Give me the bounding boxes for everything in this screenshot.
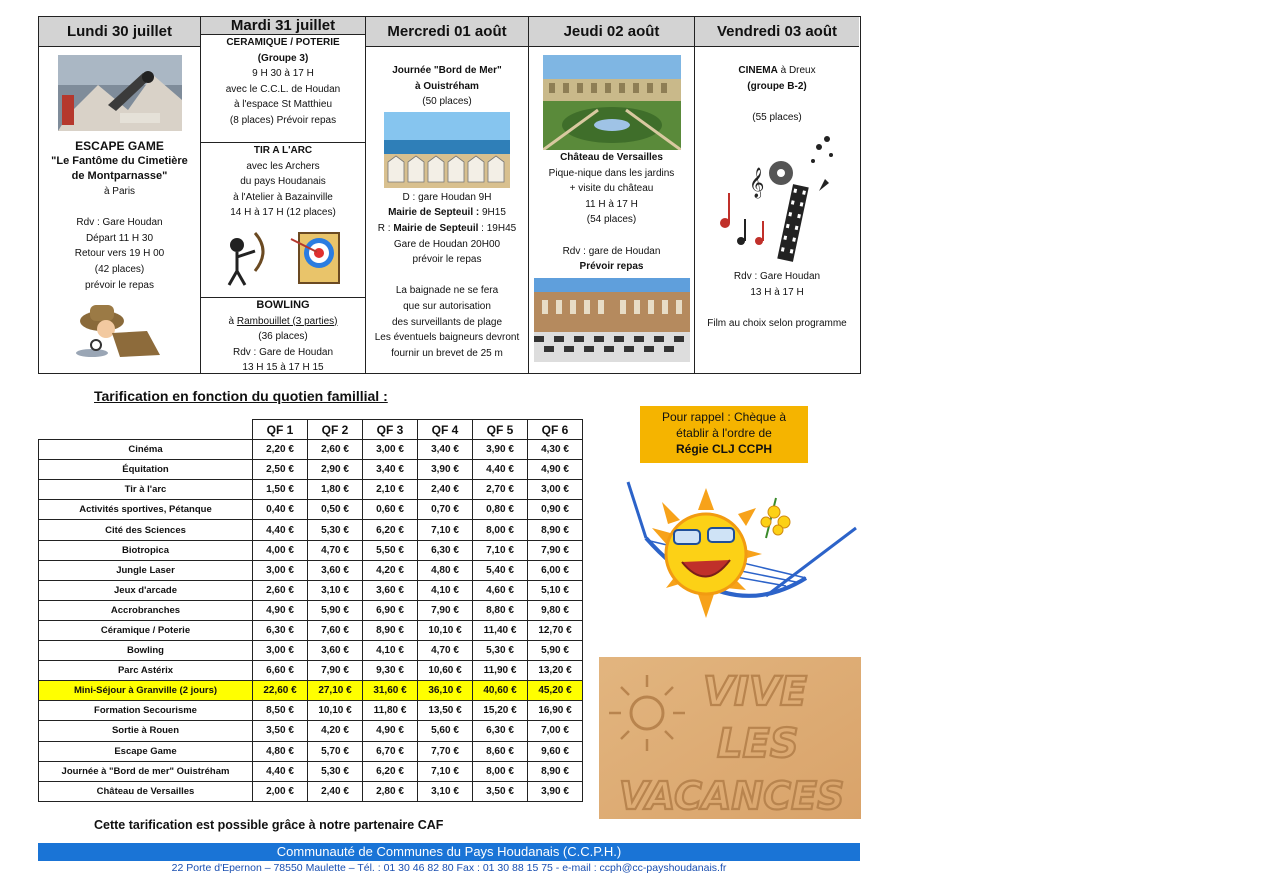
price-cell: 15,20 € — [473, 701, 528, 721]
detective-image — [72, 295, 168, 365]
spacer — [695, 94, 859, 110]
price-cell: 4,90 € — [363, 721, 418, 741]
sun-hammock-image — [606, 478, 861, 628]
info-line: Les éventuels baigneurs devront — [374, 332, 520, 344]
price-cell: 11,80 € — [363, 701, 418, 721]
price-cell: 4,00 € — [253, 540, 308, 560]
activity-label: Activités sportives, Pétanque — [39, 500, 253, 520]
info-line: Rdv : Gare de Houdan — [232, 346, 334, 358]
info-line: (36 places) — [258, 331, 308, 343]
price-cell: 3,00 € — [363, 440, 418, 460]
table-header-row — [39, 420, 583, 440]
day-body — [529, 47, 694, 373]
activity-label: Jeux d'arcade — [39, 580, 253, 600]
reminder-line: Pour rappel : Chèque à — [661, 410, 787, 424]
day-column-tuesday — [201, 17, 366, 373]
svg-text:𝄞: 𝄞 — [749, 168, 765, 199]
price-cell: 4,70 € — [308, 540, 363, 560]
activity-label: Cinéma — [39, 440, 253, 460]
table-row — [39, 781, 583, 801]
event-title: Château de Versailles — [560, 152, 663, 163]
activity-label: Parc Astérix — [39, 661, 253, 681]
note-line: Prévoir repas — [579, 261, 644, 273]
day-body — [695, 47, 859, 373]
info-line: Gare de Houdan 20H00 — [393, 238, 501, 250]
info-line: à l'Atelier à Bazainville — [233, 191, 333, 203]
price-cell: 3,00 € — [253, 560, 308, 580]
price-cell: 8,50 € — [253, 701, 308, 721]
price-cell: 4,90 € — [253, 600, 308, 620]
price-cell: 9,60 € — [528, 741, 583, 761]
price-cell: 7,90 € — [528, 540, 583, 560]
price-cell: 9,80 € — [528, 600, 583, 620]
info-line: prévoir le repas — [412, 254, 482, 266]
price-cell: 10,60 € — [418, 661, 473, 681]
day-body — [201, 35, 365, 376]
price-cell: 0,90 € — [528, 500, 583, 520]
price-cell: 2,40 € — [308, 781, 363, 801]
activity-label: Cité des Sciences — [39, 520, 253, 540]
places-line: (55 places) — [752, 111, 802, 123]
info-line: du pays Houdanais — [240, 176, 326, 188]
price-cell: 7,90 € — [308, 661, 363, 681]
info-line: Départ 11 H 30 — [85, 232, 154, 244]
day-column-friday — [695, 17, 859, 373]
table-row — [39, 480, 583, 500]
info-line: fournir un brevet de 25 m — [391, 347, 503, 359]
table-row — [39, 620, 583, 640]
price-cell: 3,00 € — [528, 480, 583, 500]
info-line: + visite du château — [569, 183, 654, 195]
activity-label: Journée à "Bord de mer" Ouistréham — [39, 761, 253, 781]
day-body — [366, 47, 528, 373]
info-line: (Groupe 3) — [257, 52, 309, 64]
price-cell: 27,10 € — [308, 681, 363, 701]
activity-label: Mini-Séjour à Granville (2 jours) — [39, 681, 253, 701]
info-line: Rdv : Gare Houdan — [76, 217, 163, 229]
column-header: QF 5 — [473, 420, 528, 440]
price-cell: 5,70 € — [308, 741, 363, 761]
footer-address: 22 Porte d'Epernon – 78550 Maulette – Tél. : 01 30 46 82 80 Fax : 01 30 88 15 75 - e-mail : ccph@cc-payshoudanais.fr — [171, 862, 727, 874]
price-cell: 4,20 € — [308, 721, 363, 741]
day-header: Mardi 31 juillet — [201, 17, 365, 35]
activity-label: Céramique / Poterie — [39, 620, 253, 640]
column-header: QF 2 — [308, 420, 363, 440]
price-cell: 4,30 € — [528, 440, 583, 460]
price-cell: 10,10 € — [308, 701, 363, 721]
return-prefix: R : — [377, 222, 394, 234]
activity-label: Formation Secourisme — [39, 701, 253, 721]
info-line: Film au choix selon programme — [707, 318, 847, 330]
price-cell: 4,70 € — [418, 641, 473, 661]
price-cell: 5,10 € — [528, 580, 583, 600]
price-cell: 3,40 € — [418, 440, 473, 460]
price-cell: 13,20 € — [528, 661, 583, 681]
info-line: que sur autorisation — [403, 300, 491, 312]
escape-game-image — [58, 55, 182, 131]
price-cell: 2,80 € — [363, 781, 418, 801]
archery-image — [221, 227, 345, 289]
table-row — [39, 701, 583, 721]
price-cell: 6,30 € — [253, 620, 308, 640]
price-cell: 3,90 € — [473, 440, 528, 460]
mairie-label: Mairie de Septeuil — [393, 222, 479, 234]
price-cell: 0,60 € — [363, 500, 418, 520]
table-row — [39, 761, 583, 781]
column-header: QF 3 — [363, 420, 418, 440]
day-header: Mercredi 01 août — [366, 17, 528, 47]
event-title: à Ouistréham — [415, 80, 479, 92]
sand-word-vacances: VACANCES — [619, 774, 845, 818]
table-row — [39, 741, 583, 761]
price-cell: 8,90 € — [528, 761, 583, 781]
block-title: CERAMIQUE / POTERIE — [226, 37, 340, 48]
price-cell: 13,50 € — [418, 701, 473, 721]
footer-organization: Communauté de Communes du Pays Houdanais (C.C.P.H.) — [38, 843, 860, 861]
day-header: Vendredi 03 août — [695, 17, 859, 47]
info-line: avec les Archers — [246, 160, 320, 172]
price-cell: 4,60 € — [473, 580, 528, 600]
info-line — [39, 200, 200, 216]
price-cell: 2,20 € — [253, 440, 308, 460]
day-header: Lundi 30 juillet — [39, 17, 200, 47]
price-cell: 7,90 € — [418, 600, 473, 620]
table-row — [39, 560, 583, 580]
sand-word-vive: VIVE — [703, 669, 808, 715]
price-cell: 5,90 € — [308, 600, 363, 620]
price-cell: 45,20 € — [528, 681, 583, 701]
ceramics-block — [201, 35, 365, 143]
price-cell: 8,80 € — [473, 600, 528, 620]
price-cell: 2,10 € — [363, 480, 418, 500]
info-line: 9 H 30 à 17 H — [252, 68, 314, 80]
info-line: (42 places) — [94, 263, 145, 275]
price-cell: 4,40 € — [253, 761, 308, 781]
info-line: 13 H 15 à 17 H 15 — [242, 362, 324, 374]
price-cell: 5,60 € — [418, 721, 473, 741]
price-cell: 36,10 € — [418, 681, 473, 701]
price-cell: 0,50 € — [308, 500, 363, 520]
weekly-schedule — [38, 16, 861, 374]
price-cell: 11,90 € — [473, 661, 528, 681]
info-line: 11 H à 17 H — [585, 198, 638, 210]
activity-label: Biotropica — [39, 540, 253, 560]
price-cell: 16,90 € — [528, 701, 583, 721]
activity-label: Équitation — [39, 460, 253, 480]
price-cell: 2,40 € — [418, 480, 473, 500]
price-cell: 0,70 € — [418, 500, 473, 520]
table-row — [39, 600, 583, 620]
info-line — [695, 301, 859, 317]
day-body — [39, 47, 200, 373]
price-cell: 6,30 € — [473, 721, 528, 741]
price-cell: 3,10 € — [308, 580, 363, 600]
info-line — [366, 221, 528, 237]
beach-huts-image — [384, 112, 510, 188]
cinema-label: CINEMA — [738, 65, 778, 76]
price-cell: 2,60 € — [308, 440, 363, 460]
column-header: QF 6 — [528, 420, 583, 440]
versailles-courtyard-image — [534, 278, 690, 362]
price-cell: 4,10 € — [363, 641, 418, 661]
sand-word-les: LES — [717, 721, 799, 767]
activity-label: Tir à l'arc — [39, 480, 253, 500]
reminder-line: établir à l'ordre de — [676, 426, 772, 440]
price-cell: 8,60 € — [473, 741, 528, 761]
rambouillet-text: Rambouillet (3 parties) — [236, 315, 338, 327]
info-line: Rdv : gare de Houdan — [562, 245, 661, 257]
price-cell: 6,20 € — [363, 761, 418, 781]
price-cell: 0,80 € — [473, 500, 528, 520]
activity-label: Escape Game — [39, 741, 253, 761]
group-line: (groupe B-2) — [747, 80, 807, 92]
price-cell: 31,60 € — [363, 681, 418, 701]
info-line — [695, 63, 859, 79]
price-cell: 6,90 € — [363, 600, 418, 620]
info-line — [366, 268, 528, 284]
price-cell: 3,40 € — [363, 460, 418, 480]
tarif-title: Tarification en fonction du quotien famillial : — [94, 388, 388, 404]
price-cell: 3,50 € — [473, 781, 528, 801]
price-cell: 8,00 € — [473, 520, 528, 540]
info-line: 13 H à 17 H — [750, 286, 804, 298]
price-cell: 2,50 € — [253, 460, 308, 480]
info-line: (8 places) Prévoir repas — [229, 114, 337, 126]
info-line: 14 H à 17 H (12 places) — [230, 207, 336, 219]
day-column-wednesday — [366, 17, 529, 373]
activity-label: Sortie à Rouen — [39, 721, 253, 741]
versailles-gardens-image — [543, 55, 681, 150]
activity-label: Accrobranches — [39, 600, 253, 620]
price-cell: 6,70 € — [363, 741, 418, 761]
price-cell: 10,10 € — [418, 620, 473, 640]
event-subtitle: "Le Fantôme du Cimetière — [51, 155, 188, 167]
pricing-table-body — [39, 440, 583, 802]
payment-reminder — [640, 406, 808, 463]
activity-label: Château de Versailles — [39, 781, 253, 801]
info-line — [201, 314, 365, 330]
price-cell: 0,40 € — [253, 500, 308, 520]
price-cell: 7,10 € — [473, 540, 528, 560]
price-cell: 3,50 € — [253, 721, 308, 741]
price-cell: 7,10 € — [418, 761, 473, 781]
price-cell: 3,90 € — [528, 781, 583, 801]
price-cell: 4,80 € — [418, 560, 473, 580]
price-cell: 5,30 € — [308, 520, 363, 540]
table-row — [39, 500, 583, 520]
price-cell: 3,60 € — [308, 641, 363, 661]
table-row — [39, 661, 583, 681]
activity-label: Bowling — [39, 641, 253, 661]
event-title: ESCAPE GAME — [75, 139, 164, 153]
price-cell: 5,30 € — [473, 641, 528, 661]
mairie-time: 9H15 — [479, 207, 506, 219]
price-cell: 4,10 € — [418, 580, 473, 600]
event-subtitle: de Montparnasse" — [71, 170, 168, 182]
price-cell: 3,10 € — [418, 781, 473, 801]
event-title: Journée "Bord de Mer" — [392, 65, 502, 76]
price-cell: 2,90 € — [308, 460, 363, 480]
price-cell: 2,70 € — [473, 480, 528, 500]
table-row — [39, 520, 583, 540]
info-line: La baignade ne se fera — [395, 285, 499, 297]
info-line: prévoir le repas — [85, 279, 154, 291]
column-header: QF 1 — [253, 420, 308, 440]
price-cell: 8,90 € — [528, 520, 583, 540]
price-cell: 5,90 € — [528, 641, 583, 661]
prefix-text: à — [228, 315, 237, 327]
archery-block — [201, 143, 365, 298]
mairie-label: Mairie de Septeuil : — [388, 207, 480, 219]
price-cell: 4,80 € — [253, 741, 308, 761]
block-title: TIR A L'ARC — [253, 145, 313, 156]
cinema-place: à Dreux — [777, 65, 816, 76]
table-row — [39, 641, 583, 661]
info-line: (54 places) — [586, 214, 637, 226]
price-cell: 3,60 € — [308, 560, 363, 580]
table-row — [39, 440, 583, 460]
price-cell: 5,50 € — [363, 540, 418, 560]
price-cell: 5,40 € — [473, 560, 528, 580]
price-cell: 6,60 € — [253, 661, 308, 681]
info-line — [529, 228, 694, 244]
price-cell: 7,10 € — [418, 520, 473, 540]
info-line: à l'espace St Matthieu — [233, 99, 333, 111]
price-cell: 11,40 € — [473, 620, 528, 640]
price-cell: 1,50 € — [253, 480, 308, 500]
table-row — [39, 540, 583, 560]
table-row — [39, 580, 583, 600]
info-line: Rdv : Gare Houdan — [733, 271, 821, 283]
price-cell: 12,70 € — [528, 620, 583, 640]
price-cell: 7,00 € — [528, 721, 583, 741]
price-cell: 4,40 € — [473, 460, 528, 480]
price-cell: 7,70 € — [418, 741, 473, 761]
price-cell: 4,40 € — [253, 520, 308, 540]
table-row — [39, 460, 583, 480]
day-column-thursday — [529, 17, 695, 373]
info-line: Retour vers 19 H 00 — [74, 248, 165, 260]
day-column-monday — [39, 17, 201, 373]
info-line: avec le C.C.L. de Houdan — [225, 83, 341, 95]
info-line: D : gare Houdan 9H — [402, 191, 492, 203]
table-row — [39, 721, 583, 741]
price-cell: 2,00 € — [253, 781, 308, 801]
price-cell: 7,60 € — [308, 620, 363, 640]
caf-note: Cette tarification est possible grâce à notre partenaire CAF — [94, 818, 444, 832]
price-cell: 8,00 € — [473, 761, 528, 781]
mairie-time: : 19H45 — [478, 222, 517, 234]
price-cell: 3,90 € — [418, 460, 473, 480]
info-line: à Paris — [103, 186, 136, 197]
block-title: BOWLING — [256, 299, 310, 311]
bowling-block — [201, 298, 365, 376]
column-header: QF 4 — [418, 420, 473, 440]
pricing-table — [38, 419, 583, 802]
activity-label: Jungle Laser — [39, 560, 253, 580]
price-cell: 6,20 € — [363, 520, 418, 540]
header-corner — [39, 420, 253, 440]
price-cell: 6,00 € — [528, 560, 583, 580]
film-music-image — [715, 131, 839, 263]
price-cell: 1,80 € — [308, 480, 363, 500]
price-cell: 3,60 € — [363, 580, 418, 600]
price-cell: 9,30 € — [363, 661, 418, 681]
reminder-payee: Régie CLJ CCPH — [675, 442, 773, 456]
price-cell: 4,90 € — [528, 460, 583, 480]
price-cell: 3,00 € — [253, 641, 308, 661]
price-cell: 22,60 € — [253, 681, 308, 701]
price-cell: 6,30 € — [418, 540, 473, 560]
info-line: des surveillants de plage — [391, 316, 503, 328]
price-cell: 4,20 € — [363, 560, 418, 580]
sand-vacances-image — [599, 657, 861, 819]
price-cell: 8,90 € — [363, 620, 418, 640]
price-cell: 40,60 € — [473, 681, 528, 701]
table-row — [39, 681, 583, 701]
info-line: Pique-nique dans les jardins — [548, 167, 675, 179]
info-line — [366, 205, 528, 221]
day-header: Jeudi 02 août — [529, 17, 694, 47]
price-cell: 5,30 € — [308, 761, 363, 781]
price-cell: 2,60 € — [253, 580, 308, 600]
places-line: (50 places) — [422, 96, 472, 108]
